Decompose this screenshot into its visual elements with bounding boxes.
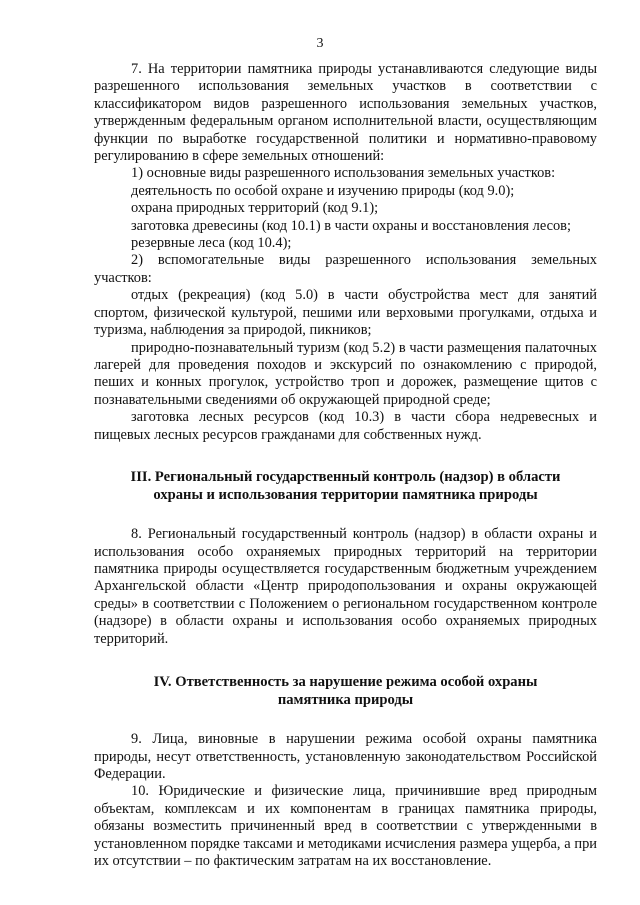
paragraph-9: 9. Лица, виновные в нарушении режима особой охраны памятника природы, несут ответственность, установленную законодательством Российской Федерации. xyxy=(94,731,597,782)
section-4-heading xyxy=(94,674,597,709)
document-body xyxy=(94,61,597,870)
paragraph-8: 8. Региональный государственный контроль (надзор) в области охраны и использования особо охраняемых природных территорий на территории памятника природы осуществляется государственным бюджетным учреждением Архангельской области «Центр природопользования и охраны окружающей среды» в соответствии с Положением о региональном государственном контроле (надзоре) в области охраны и использования особо охраняемых природных территорий. xyxy=(94,526,597,647)
page-number: 3 xyxy=(316,36,324,51)
section-3-heading-line-2: охраны и использования территории памятника природы xyxy=(153,486,538,503)
auxiliary-uses-heading: 2) вспомогательные виды разрешенного использования земельных участков: xyxy=(94,252,597,286)
main-use-item: заготовка древесины (код 10.1) в части охраны и восстановления лесов; xyxy=(131,217,571,234)
section-4-heading-line-2: памятника природы xyxy=(277,691,414,708)
auxiliary-use-item: природно-познавательный туризм (код 5.2) в части размещения палаточных лагерей для проведения походов и экскурсий по ознакомлению с природой, пеших и конных прогулок, устройство троп и дорожек, размещение щитов с познавательными сведениями об окружающей природной среде; xyxy=(94,339,597,408)
auxiliary-use-item: отдых (рекреация) (код 5.0) в части обустройства мест для занятий спортом, физической культурой, пешими или верховыми прогулками, отдыха и туризма, наблюдения за природой, пикников; xyxy=(94,287,597,339)
paragraph-10: 10. Юридические и физические лица, причинившие вред природным объектам, комплексам и их компонентам в границах памятника природы, обязаны возместить причиненный вред в соответствии с утвержденными в установленном порядке таксами и методиками исчисления размера ущерба, а при их отсутствии – по фактическим затратам на их восстановление. xyxy=(94,783,597,869)
section-4-heading-line-1: IV. Ответственность за нарушение режима особой охраны xyxy=(153,673,538,690)
main-use-item: охрана природных территорий (код 9.1); xyxy=(131,200,379,217)
section-3-heading-line-1: III. Региональный государственный контроль (надзор) в области xyxy=(130,468,561,485)
auxiliary-use-item: заготовка лесных ресурсов (код 10.3) в части сбора недревесных и пищевых лесных ресурсов гражданами для собственных нужд. xyxy=(94,409,597,443)
paragraph-7: 7. На территории памятника природы устанавливаются следующие виды разрешенного использования земельных участков в соответствии с классификатором видов разрешенного использования земельных участков, утвержденным федеральным органом исполнительной власти, осуществляющим функции по выработке государственной политики и нормативно-правовому регулированию в сфере земельных отношений: xyxy=(94,61,597,165)
main-uses-heading: 1) основные виды разрешенного использования земельных участков: xyxy=(131,165,556,182)
main-use-item: деятельность по особой охране и изучению природы (код 9.0); xyxy=(131,182,515,199)
section-2-continuation xyxy=(94,61,597,444)
main-use-item: резервные леса (код 10.4); xyxy=(131,235,292,252)
section-3-heading xyxy=(94,469,597,504)
